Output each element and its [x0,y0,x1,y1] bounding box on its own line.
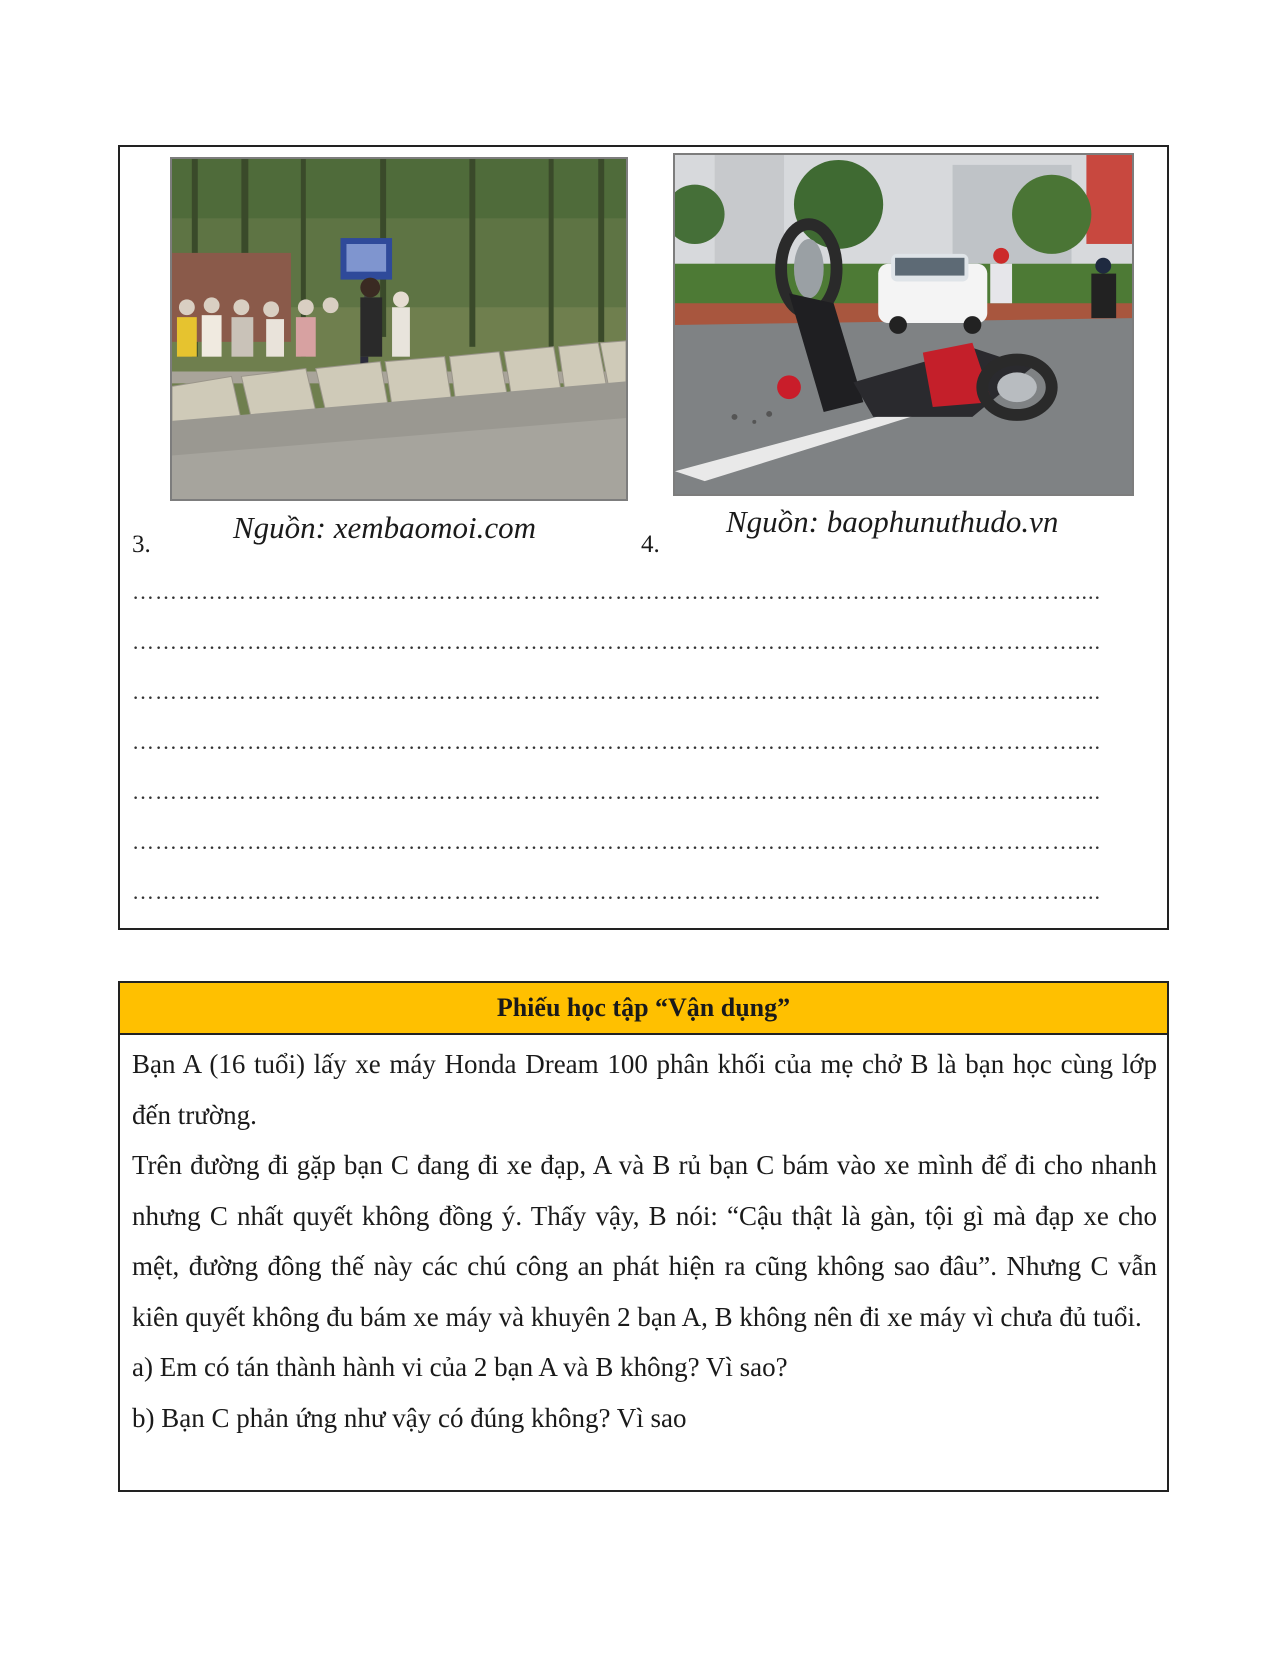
answer-line: …………………………………………………………………………………………………………….... [132,679,1101,704]
figure-4-source: Nguồn: baophunuthudo.vn [726,504,1059,539]
worksheet-paragraph: Trên đường đi gặp bạn C đang đi xe đạp, A và B rủ bạn C bám vào xe mình để đi cho nhanh nhưng C nhất quyết không đồng ý. Thấy vậy, B nói: “Cậu thật là gàn, tội gì mà đạp xe cho mệt, đường đông thế này các chú công an phát hiện ra cũng không sao đâu”. Nhưng C vẫn kiên quyết không đu bám xe máy và khuyên 2 bạn A, B không nên đi xe máy vì chưa đủ tuổi. [132,1150,1157,1332]
worksheet-title: Phiếu học tập “Vận dụng” [120,983,1167,1035]
white-car [878,254,987,334]
question-b: b) Bạn C phản ứng như vậy có đúng không? Vì sao [132,1402,687,1433]
answer-line: …………………………………………………………………………………………………………….... [132,879,1101,904]
figure-3-source: Nguồn: xembaomoi.com [233,510,537,545]
photo-motorbike-crash [673,153,1134,496]
roadside-barrier-image [172,159,626,499]
motorbike-crash-image [675,155,1132,494]
worksheet-paragraph: Bạn A (16 tuổi) lấy xe máy Honda Dream 100 phân khối của mẹ chở B là bạn học cùng lớp đến trường. [132,1049,1157,1130]
image-exercise-box [118,145,1169,930]
answer-line: …………………………………………………………………………………………………………….... [132,779,1101,804]
figure-3-number: 3. [132,531,151,558]
answer-line: …………………………………………………………………………………………………………….... [132,829,1101,854]
photo-roadside-barrier [170,157,628,501]
question-a: a) Em có tán thành hành vi của 2 bạn A và B không? Vì sao? [132,1352,788,1382]
figure-4-number: 4. [641,531,660,558]
answer-line: …………………………………………………………………………………………………………….... [132,629,1101,654]
answer-line: …………………………………………………………………………………………………………….... [132,579,1101,604]
worksheet-box [118,981,1169,1492]
answer-line: …………………………………………………………………………………………………………….... [132,729,1101,754]
worksheet-body [120,1035,1167,1443]
